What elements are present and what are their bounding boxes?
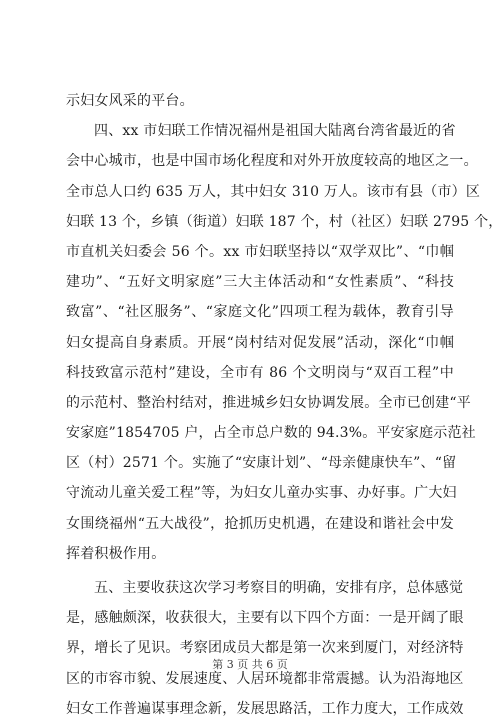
text-line: 建功”、“五好文明家庭”三大主体活动和“女性素质”、“科技 [66,274,454,291]
text-line: 妇女工作普遍谋事理念新，发展思路活，工作力度大，工作成效 [66,700,464,717]
text-line: 科技致富示范村”建设，全市有 86 个文明岗与“双百工程”中 [66,364,454,381]
text-line: 是，感触颇深，收获很大，主要有以下四个方面：一是开阔了眼 [66,610,464,627]
text-line: 挥着积极作用。 [66,545,166,562]
paragraph-heading-line: 四、xx 市妇联工作情况福州是祖国大陆离台湾省最近的省 [94,123,456,140]
text-line: 全市总人口约 635 万人，其中妇女 310 万人。该市有县（市）区 [66,183,481,200]
text-line: 妇女提高自身素质。开展“岗村结对促发展”活动，深化“巾帼 [66,334,454,351]
text-line: 致富”、“社区服务”、“家庭文化”四项工程为载体，教育引导 [66,304,454,321]
text-line: 区（村）2571 个。实施了“安康计划”、“母亲健康快车”、“留 [66,455,457,472]
text-line: 市直机关妇委会 56 个。xx 市妇联坚持以“双学双比”、“巾帼 [66,243,454,260]
text-line: 界，增长了见识。考察团成员大都是第一次来到厦门，对经济特 [66,640,464,657]
text-line: 区的市容市貌、发展速度、人居环境都非常震撼。认为沿海地区 [66,670,464,687]
page-number-footer: 第 3 页 共 6 页 [212,658,288,671]
document-body [66,86,502,724]
text-line: 守流动儿童关爱工程”等，为妇女儿童办实事、办好事。广大妇 [66,485,457,502]
text-line: 的示范村、整治村结对，推进城乡妇女协调发展。全市已创建“平 [66,394,471,411]
text-line: 妇联 13 个，乡镇（街道）妇联 187 个，村（社区）妇联 2795 个， [66,213,502,230]
text-line: 女围绕福州“五大战役”，抢抓历史机遇，在建设和谐社会中发 [66,515,454,532]
text-line: 示妇女风采的平台。 [66,93,194,109]
paragraph-heading-line: 五、主要收获这次学习考察目的明确，安排有序，总体感觉 [94,580,464,596]
text-line: 安家庭”1854705 户，占全市总户数的 94.3%。平安家庭示范社 [66,425,476,442]
text-line: 会中心城市，也是中国市场化程度和对外开放度较高的地区之一。 [66,153,478,170]
